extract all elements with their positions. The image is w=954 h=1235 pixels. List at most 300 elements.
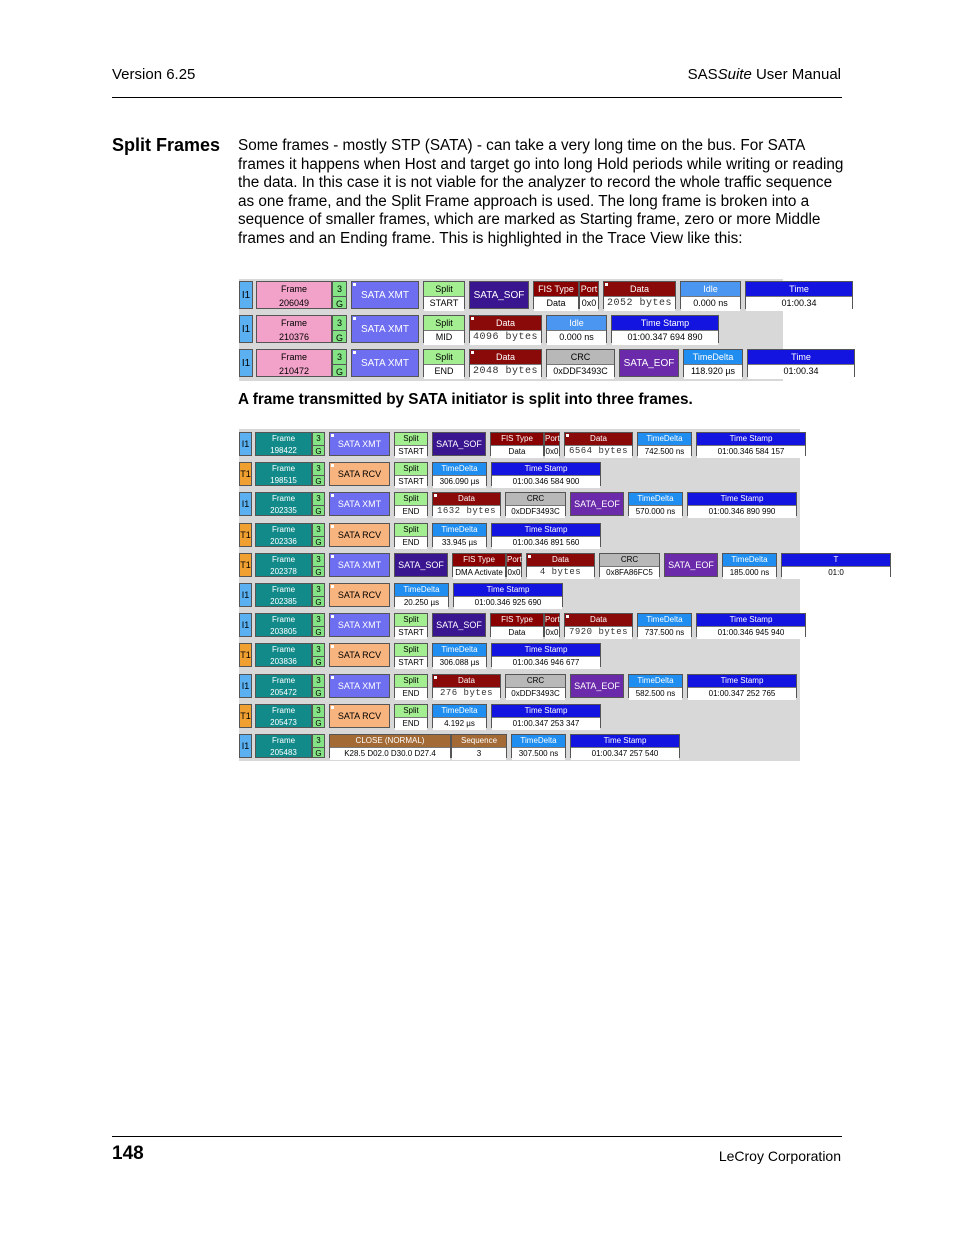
frame-cell bbox=[255, 674, 312, 698]
ts-label: Time Stamp bbox=[486, 585, 530, 594]
timedelta-cell bbox=[394, 583, 449, 607]
lane-cell bbox=[312, 674, 325, 698]
lane-number: 3 bbox=[336, 352, 342, 362]
timestamp-cell bbox=[491, 704, 601, 728]
lane-gen: G bbox=[333, 296, 346, 311]
ts-label: Time Stamp bbox=[729, 615, 773, 625]
footer-company: LeCroy Corporation bbox=[718, 1148, 841, 1164]
lane-number: 3 bbox=[316, 434, 321, 443]
frame-label: Frame bbox=[271, 705, 296, 715]
timestamp-cell bbox=[781, 553, 891, 577]
split-value: END bbox=[424, 364, 464, 379]
split-label: Split bbox=[403, 524, 419, 534]
fis-value: Data bbox=[534, 296, 578, 311]
link-type: SATA XMT bbox=[361, 289, 409, 301]
sub-b bbox=[506, 553, 522, 577]
direction-cell: T1 bbox=[239, 462, 252, 486]
idle-label: Idle bbox=[703, 284, 718, 294]
data-cell bbox=[564, 613, 633, 637]
lane-number: 3 bbox=[316, 585, 321, 594]
frame-label: Frame bbox=[271, 675, 296, 685]
lane-cell bbox=[332, 281, 347, 309]
lane-cell bbox=[312, 704, 325, 728]
idle-cell bbox=[680, 281, 741, 309]
split-cell bbox=[394, 432, 428, 456]
data-label: Data bbox=[590, 615, 607, 625]
fis-label: FIS Type bbox=[463, 554, 495, 564]
data-value: 4096 bytes bbox=[470, 330, 541, 345]
lane-number: 3 bbox=[316, 524, 321, 534]
frame-label: Frame bbox=[271, 615, 296, 625]
crc-cell bbox=[505, 492, 566, 516]
ts-value: 01:00.34 bbox=[748, 364, 854, 379]
lane-cell bbox=[312, 613, 325, 637]
td-value: 185.000 ns bbox=[723, 566, 776, 579]
idle-value: 0.000 ns bbox=[547, 330, 606, 345]
split-value: MID bbox=[424, 330, 464, 345]
ts-label: Time Stamp bbox=[720, 675, 764, 685]
crc-value: 0xDDF3493C bbox=[506, 505, 565, 518]
lane-gen: G bbox=[333, 330, 346, 345]
split-value: END bbox=[395, 536, 427, 549]
timestamp-cell bbox=[687, 674, 797, 698]
trace-row bbox=[239, 553, 844, 577]
footer-rule bbox=[112, 1136, 842, 1137]
link-type: SATA XMT bbox=[361, 323, 409, 335]
link-cell bbox=[351, 349, 419, 377]
header-version: Version 6.25 bbox=[112, 66, 196, 83]
fis-label: FIS Type bbox=[538, 284, 574, 294]
ts-label: Time Stamp bbox=[524, 524, 568, 534]
trace-row bbox=[239, 523, 800, 547]
direction-cell: I1 bbox=[239, 734, 252, 758]
crc-cell bbox=[546, 349, 615, 377]
data-value: 1632 bytes bbox=[433, 505, 500, 518]
lane-number: 3 bbox=[316, 464, 321, 474]
frame-number: 205473 bbox=[270, 717, 297, 727]
direction-cell: I1 bbox=[239, 674, 252, 698]
lane-gen: G bbox=[313, 717, 324, 730]
split-label: Split bbox=[435, 352, 453, 362]
ts-label: Time Stamp bbox=[720, 494, 764, 504]
crc-cell bbox=[505, 674, 566, 698]
td-value: 306.088 µs bbox=[433, 656, 486, 669]
lane-gen: G bbox=[313, 596, 324, 609]
trace-row bbox=[239, 315, 783, 343]
data-label: Data bbox=[590, 434, 607, 443]
frame-label: Frame bbox=[280, 318, 307, 328]
frame-number: 198515 bbox=[270, 476, 297, 486]
lane-gen: G bbox=[313, 747, 324, 760]
link-type: SATA XMT bbox=[337, 680, 382, 691]
lane-cell bbox=[312, 462, 325, 486]
sata-sof-cell bbox=[432, 432, 486, 456]
timestamp-cell bbox=[491, 523, 601, 547]
data-label: Data bbox=[629, 284, 649, 294]
link-cell bbox=[329, 462, 390, 486]
frame-number: 202385 bbox=[270, 597, 297, 606]
close-label: CLOSE (NORMAL) bbox=[355, 736, 425, 745]
link-type: SATA XMT bbox=[337, 439, 382, 449]
lane-cell bbox=[312, 583, 325, 607]
section-body: Some frames - mostly STP (SATA) - can take a very long time on the bus. For SATA frames it happens when Host and target go into long Hold periods while writing or reading the data. In this case it is not viable for the analyzer to record the whole traffic sequence as one frame, and the Split Frame approach is used. The long frame is broken into a sequence of smaller frames, which are marked as Starting frame, zero or more Middle frames and an Ending frame. This is highlighted in the Trace View like this: bbox=[238, 137, 844, 247]
frame-cell bbox=[255, 462, 312, 486]
ts-label: T bbox=[833, 554, 839, 564]
timestamp-cell bbox=[611, 315, 719, 343]
split-cell bbox=[394, 704, 428, 728]
frame-label: Frame bbox=[271, 434, 296, 443]
td-value: 307.500 ns bbox=[512, 747, 565, 760]
data-value: 6564 bytes bbox=[565, 445, 632, 458]
fis-label2: Port bbox=[507, 554, 522, 564]
data-cell bbox=[564, 432, 633, 456]
frame-cell bbox=[256, 349, 332, 377]
lane-gen: G bbox=[313, 566, 324, 579]
split-value: START bbox=[424, 296, 464, 311]
ts-value: 01:00.346 925 690 bbox=[454, 596, 562, 609]
data-value: 4 bytes bbox=[527, 566, 594, 579]
frame-cell bbox=[255, 492, 312, 516]
timestamp-cell bbox=[696, 432, 806, 456]
ts-value: 01:00.346 890 990 bbox=[688, 505, 796, 518]
split-cell bbox=[394, 462, 428, 486]
sub-a bbox=[490, 613, 544, 637]
frame-label: Frame bbox=[271, 524, 296, 534]
td-label: TimeDelta bbox=[646, 434, 683, 443]
fis-value: DMA Activate bbox=[453, 566, 505, 579]
link-cell bbox=[329, 643, 390, 667]
trace-row bbox=[239, 643, 800, 667]
timestamp-cell bbox=[570, 734, 680, 758]
ts-value: 01:0 bbox=[782, 566, 890, 579]
split-cell bbox=[394, 643, 428, 667]
sub-a bbox=[490, 432, 544, 456]
td-value: 582.500 ns bbox=[629, 687, 682, 700]
frame-number: 202335 bbox=[270, 506, 297, 516]
trace-row bbox=[239, 583, 800, 607]
section-title: Split Frames bbox=[112, 135, 221, 155]
eof-text: SATA_EOF bbox=[668, 559, 714, 570]
direction-cell: I1 bbox=[239, 613, 252, 637]
frame-cell bbox=[255, 523, 312, 547]
link-cell bbox=[351, 281, 419, 309]
close-value: K28.5 D02.0 D30.0 D27.4 bbox=[330, 747, 450, 760]
split-cell bbox=[423, 349, 465, 377]
ts-value: 01:00.346 946 677 bbox=[492, 656, 600, 669]
data-label: Data bbox=[495, 318, 515, 328]
lane-gen: G bbox=[313, 626, 324, 639]
fis-value: Data bbox=[491, 445, 543, 458]
timedelta-cell bbox=[511, 734, 566, 758]
frame-number: 198422 bbox=[270, 446, 297, 455]
lane-cell bbox=[312, 643, 325, 667]
fis-label2: Port bbox=[545, 615, 560, 625]
link-type: SATA XMT bbox=[337, 499, 382, 510]
data-value: 2052 bytes bbox=[604, 296, 675, 311]
sub-b bbox=[451, 734, 507, 758]
data-label: Data bbox=[495, 352, 515, 362]
ts-value: 01:00.347 252 765 bbox=[688, 687, 796, 700]
fis-label2: Port bbox=[545, 434, 560, 443]
timedelta-cell bbox=[432, 462, 487, 486]
link-cell bbox=[329, 613, 390, 637]
ts-value: 01:00.347 694 890 bbox=[612, 330, 718, 345]
frame-cell bbox=[255, 553, 312, 577]
sata-eof-cell bbox=[619, 349, 679, 377]
header-rule bbox=[112, 97, 842, 98]
idle-value: 0.000 ns bbox=[681, 296, 740, 311]
trace-row bbox=[239, 674, 800, 698]
td-label: TimeDelta bbox=[441, 705, 478, 715]
link-cell bbox=[329, 432, 390, 456]
lane-cell bbox=[312, 523, 325, 547]
ts-label: Time Stamp bbox=[524, 705, 568, 715]
ts-value: 01:00.347 253 347 bbox=[492, 717, 600, 730]
frame-cell bbox=[255, 432, 312, 456]
link-cell bbox=[351, 315, 419, 343]
timestamp-cell bbox=[491, 462, 601, 486]
link-cell bbox=[329, 523, 390, 547]
data-cell bbox=[469, 349, 542, 377]
td-value: 742.500 ns bbox=[638, 445, 691, 458]
crc-label: CRC bbox=[570, 352, 591, 362]
td-value: 306.090 µs bbox=[433, 475, 486, 488]
sof-text: SATA_SOF bbox=[398, 559, 444, 570]
figure-caption: A frame transmitted by SATA initiator is split into three frames. bbox=[238, 391, 693, 408]
td-label: TimeDelta bbox=[692, 352, 734, 362]
td-label: TimeDelta bbox=[441, 464, 478, 474]
fis-type-cell bbox=[490, 613, 560, 637]
lane-number: 3 bbox=[336, 284, 342, 294]
ts-value: 01:00.346 891 560 bbox=[492, 536, 600, 549]
fis-value2: 0x0 bbox=[507, 567, 521, 577]
data-label: Data bbox=[552, 554, 569, 564]
sub-b bbox=[579, 281, 599, 309]
lane-number: 3 bbox=[316, 615, 321, 625]
link-cell bbox=[329, 583, 390, 607]
data-label: Data bbox=[458, 675, 475, 685]
link-type: SATA XMT bbox=[337, 559, 382, 570]
lane-gen: G bbox=[313, 656, 324, 669]
split-value: START bbox=[395, 475, 427, 488]
timestamp-cell bbox=[747, 349, 855, 377]
idle-cell bbox=[546, 315, 607, 343]
eof-text: SATA_EOF bbox=[623, 357, 675, 369]
fis-type-cell bbox=[533, 281, 599, 309]
timedelta-cell bbox=[683, 349, 743, 377]
sof-text: SATA_SOF bbox=[473, 289, 525, 301]
crc-label: CRC bbox=[526, 494, 545, 504]
frame-number: 210376 bbox=[278, 332, 310, 342]
data-cell bbox=[432, 674, 501, 698]
link-type: SATA RCV bbox=[337, 710, 382, 721]
frame-number: 203836 bbox=[270, 657, 297, 667]
sata-sof-cell bbox=[432, 613, 486, 637]
split-cell bbox=[394, 523, 428, 547]
fis-label2: Port bbox=[580, 284, 598, 294]
direction-cell: I1 bbox=[239, 583, 252, 607]
manual-italic: Suite bbox=[717, 66, 752, 83]
td-value: 4.192 µs bbox=[433, 717, 486, 730]
split-value: START bbox=[395, 626, 427, 639]
direction-cell: I1 bbox=[239, 349, 253, 377]
direction-cell: T1 bbox=[239, 643, 252, 667]
sata-sof-cell bbox=[469, 281, 529, 309]
lane-gen: G bbox=[313, 475, 324, 488]
link-type: SATA XMT bbox=[337, 620, 382, 631]
timedelta-cell bbox=[637, 432, 692, 456]
direction-cell: I1 bbox=[239, 432, 252, 456]
ts-label: Time Stamp bbox=[603, 736, 647, 745]
timedelta-cell bbox=[432, 643, 487, 667]
lane-gen: G bbox=[313, 445, 324, 458]
split-cell bbox=[394, 613, 428, 637]
frame-cell bbox=[256, 315, 332, 343]
frame-label: Frame bbox=[271, 494, 296, 504]
frame-label: Frame bbox=[271, 464, 296, 474]
ts-value: 01:00.347 257 540 bbox=[571, 747, 679, 760]
lane-gen: G bbox=[333, 364, 346, 379]
data-cell bbox=[432, 492, 501, 516]
timedelta-cell bbox=[432, 523, 487, 547]
trace-row bbox=[239, 462, 800, 486]
timestamp-cell bbox=[696, 613, 806, 637]
split-label: Split bbox=[403, 464, 419, 474]
frame-label: Frame bbox=[271, 645, 296, 655]
timedelta-cell bbox=[722, 553, 777, 577]
split-cell bbox=[423, 315, 465, 343]
timestamp-cell bbox=[453, 583, 563, 607]
lane-number: 3 bbox=[316, 645, 321, 655]
link-type: SATA RCV bbox=[337, 650, 382, 661]
data-cell bbox=[603, 281, 676, 309]
split-label: Split bbox=[403, 645, 419, 655]
manual-prefix: SAS bbox=[687, 66, 718, 83]
link-type: SATA RCV bbox=[337, 469, 382, 480]
close-label2: Sequence bbox=[460, 736, 498, 745]
ts-value: 01:00.346 945 940 bbox=[697, 626, 805, 639]
sata-eof-cell bbox=[570, 674, 624, 698]
frame-cell bbox=[255, 643, 312, 667]
timestamp-cell bbox=[491, 643, 601, 667]
fis-value2: 0x0 bbox=[580, 296, 598, 311]
crc-value: 0xDDF3493C bbox=[506, 687, 565, 700]
direction-cell: T1 bbox=[239, 704, 252, 728]
td-label: TimeDelta bbox=[520, 736, 557, 745]
frame-label: Frame bbox=[271, 554, 296, 564]
direction-cell: T1 bbox=[239, 553, 252, 577]
sata-eof-cell bbox=[664, 553, 718, 577]
crc-label: CRC bbox=[620, 554, 639, 564]
lane-cell bbox=[312, 553, 325, 577]
lane-number: 3 bbox=[316, 554, 321, 564]
split-value: END bbox=[395, 505, 427, 518]
split-value: END bbox=[395, 687, 427, 700]
fis-value: Data bbox=[491, 626, 543, 639]
link-cell bbox=[329, 492, 390, 516]
split-label: Split bbox=[403, 615, 419, 625]
lane-gen: G bbox=[313, 505, 324, 518]
trace-row bbox=[239, 281, 817, 309]
lane-number: 3 bbox=[316, 736, 321, 745]
direction-cell: T1 bbox=[239, 523, 252, 547]
timedelta-cell bbox=[628, 674, 683, 698]
fis-type-cell bbox=[452, 553, 522, 577]
td-label: TimeDelta bbox=[403, 585, 440, 594]
sof-text: SATA_SOF bbox=[436, 439, 482, 449]
timestamp-cell bbox=[745, 281, 853, 309]
link-type: SATA RCV bbox=[337, 529, 382, 540]
split-value: END bbox=[395, 717, 427, 730]
ts-label: Time Stamp bbox=[729, 434, 773, 443]
data-cell bbox=[526, 553, 595, 577]
manual-suffix: User Manual bbox=[751, 66, 841, 83]
timedelta-cell bbox=[628, 492, 683, 516]
link-cell bbox=[329, 704, 390, 728]
close-value2: 3 bbox=[452, 747, 506, 760]
header-manual-title bbox=[688, 66, 841, 83]
lane-cell bbox=[312, 432, 325, 456]
lane-cell bbox=[332, 315, 347, 343]
link-cell bbox=[329, 553, 390, 577]
link-cell bbox=[329, 674, 390, 698]
frame-cell bbox=[255, 583, 312, 607]
trace-view-split-frames bbox=[239, 279, 819, 381]
lane-number: 3 bbox=[316, 675, 321, 685]
trace-row bbox=[239, 349, 819, 377]
frame-label: Frame bbox=[271, 736, 296, 745]
link-type: SATA XMT bbox=[361, 357, 409, 369]
ts-label: Time bbox=[789, 284, 809, 294]
frame-number: 205483 bbox=[270, 748, 297, 757]
lane-number: 3 bbox=[316, 705, 321, 715]
trace-row bbox=[239, 704, 800, 728]
lane-cell bbox=[312, 492, 325, 516]
close-cell bbox=[329, 734, 507, 758]
td-label: TimeDelta bbox=[637, 675, 674, 685]
split-label: Split bbox=[435, 318, 453, 328]
split-label: Split bbox=[403, 434, 419, 443]
sub-a bbox=[452, 553, 506, 577]
td-value: 737.500 ns bbox=[638, 626, 691, 639]
frame-cell bbox=[255, 704, 312, 728]
data-value: 2048 bytes bbox=[470, 364, 541, 379]
lane-cell bbox=[332, 349, 347, 377]
crc-cell bbox=[599, 553, 660, 577]
direction-cell: I1 bbox=[239, 492, 252, 516]
fis-value2: 0x0 bbox=[545, 628, 559, 638]
fis-label: FIS Type bbox=[501, 615, 533, 625]
td-label: TimeDelta bbox=[646, 615, 683, 625]
split-label: Split bbox=[403, 675, 419, 685]
frame-cell bbox=[255, 613, 312, 637]
td-label: TimeDelta bbox=[637, 494, 674, 504]
link-type: SATA RCV bbox=[337, 590, 382, 600]
td-value: 570.000 ns bbox=[629, 505, 682, 518]
frame-number: 202378 bbox=[270, 566, 297, 576]
ts-value: 01:00.346 584 157 bbox=[697, 445, 805, 458]
idle-label: Idle bbox=[569, 318, 584, 328]
frame-label: Frame bbox=[271, 585, 296, 594]
lane-cell bbox=[312, 734, 325, 758]
fis-label: FIS Type bbox=[501, 434, 533, 443]
frame-number: 203805 bbox=[270, 627, 297, 637]
data-value: 276 bytes bbox=[433, 687, 500, 700]
data-cell bbox=[469, 315, 542, 343]
sata-sof-cell bbox=[394, 553, 448, 577]
timedelta-cell bbox=[432, 704, 487, 728]
trace-view-sata-sequence bbox=[239, 429, 844, 761]
